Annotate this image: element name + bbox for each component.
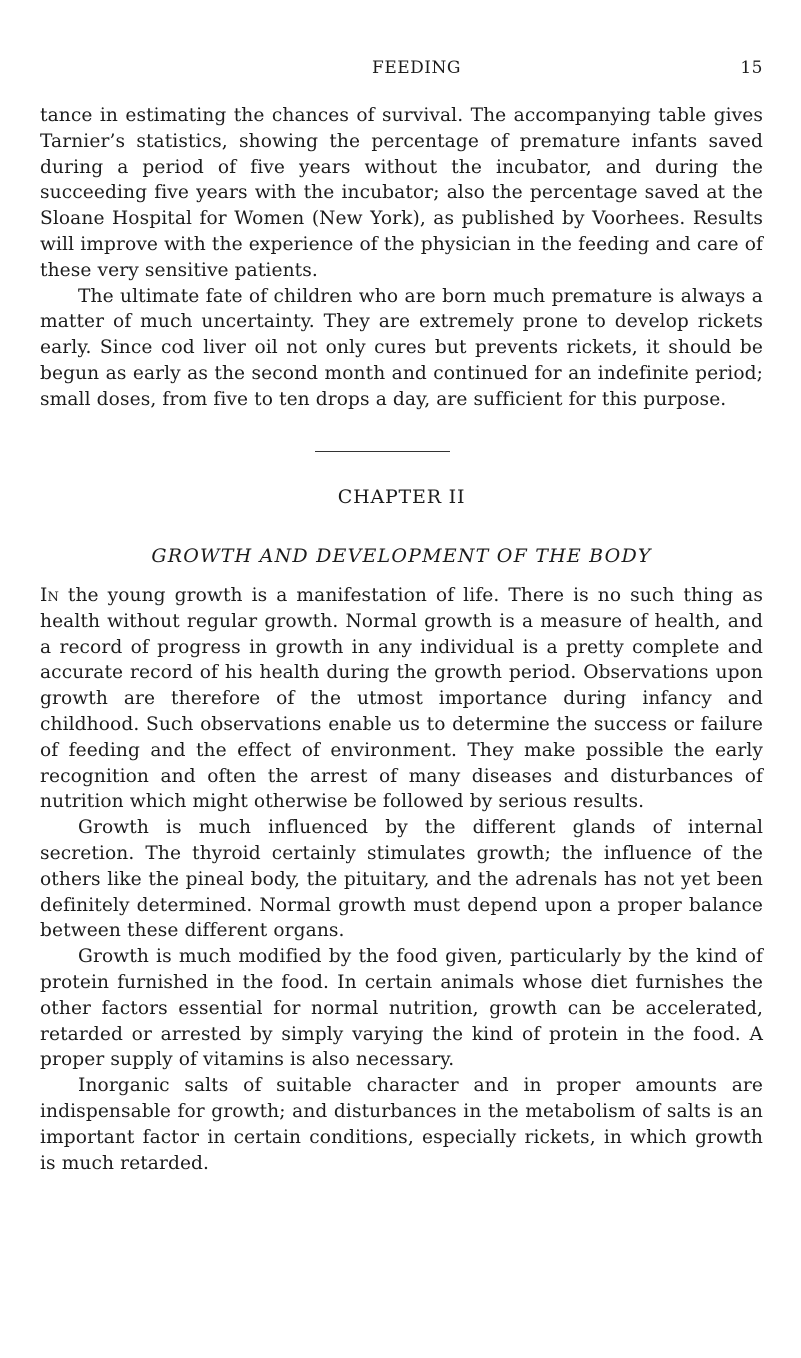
paragraph: Growth is much influenced by the different glands of internal secretion. The thyroid certainly stimulates growth; the influence of the others like the pineal body, the pituitary, and the adrenals has not yet been definitely determined. Normal growth must depend upon a proper balance between these different organs.: [40, 817, 763, 942]
chapter-title: GROWTH AND DEVELOPMENT OF THE BODY: [151, 545, 652, 567]
paragraph: The ultimate fate of children who are born much premature is always a matter of much uncertainty. They are extremely prone to develop rickets early. Since cod liver oil not only cures but prevents rickets, it should be begun as early as the second month and continued for an indefinite period; small doses, from five to ten drops a day, are sufficient for this purpose.: [40, 285, 763, 410]
continued-text-block: [40, 103, 763, 413]
section-divider-rule: [315, 451, 450, 452]
running-head: [40, 58, 763, 82]
page-number: 15: [740, 58, 763, 78]
paragraph-text: the young growth is a manifestation of life. There is no such thing as health without regular growth. Normal growth is a measure of health, and a record of progress in growth in any individual is a pretty complete and accurate record of his health during the growth period. Observations upon growth are therefore of the utmost importance during infancy and childhood. Such observations enable us to determine the success or failure of feeding and the effect of environment. They make possible the early recognition and often the arrest of many diseases and disturbances of nutrition which might otherwise be followed by serious results.: [40, 585, 763, 813]
running-title: FEEDING: [372, 58, 461, 78]
chapter-text-block: [40, 583, 763, 1176]
chapter-label: CHAPTER II: [337, 486, 466, 508]
paragraph: tance in estimating the chances of survival. The accompanying table gives Tarnier’s statistics, showing the percentage of premature infants saved during a period of five years without the incubator, and during the succeeding five years with the incubator; also the percentage saved at the Sloane Hospital for Women (New York), as published by Voorhees. Results will improve with the experience of the physician in the feeding and care of these very sensitive patients.: [40, 105, 763, 281]
paragraph: Inorganic salts of suitable character and in proper amounts are indispensable for growth; and disturbances in the metabolism of salts is an important factor in certain conditions, especially rickets, in which growth is much retarded.: [40, 1075, 763, 1174]
paragraph: [40, 583, 763, 815]
paragraph: Growth is much modified by the food given, particularly by the kind of protein furnished in the food. In certain animals whose diet furnishes the other factors essential for normal nutrition, growth can be accelerated, retarded or arrested by simply varying the kind of protein in the food. A proper supply of vitamins is also necessary.: [40, 946, 763, 1071]
lead-word: In: [40, 585, 59, 606]
